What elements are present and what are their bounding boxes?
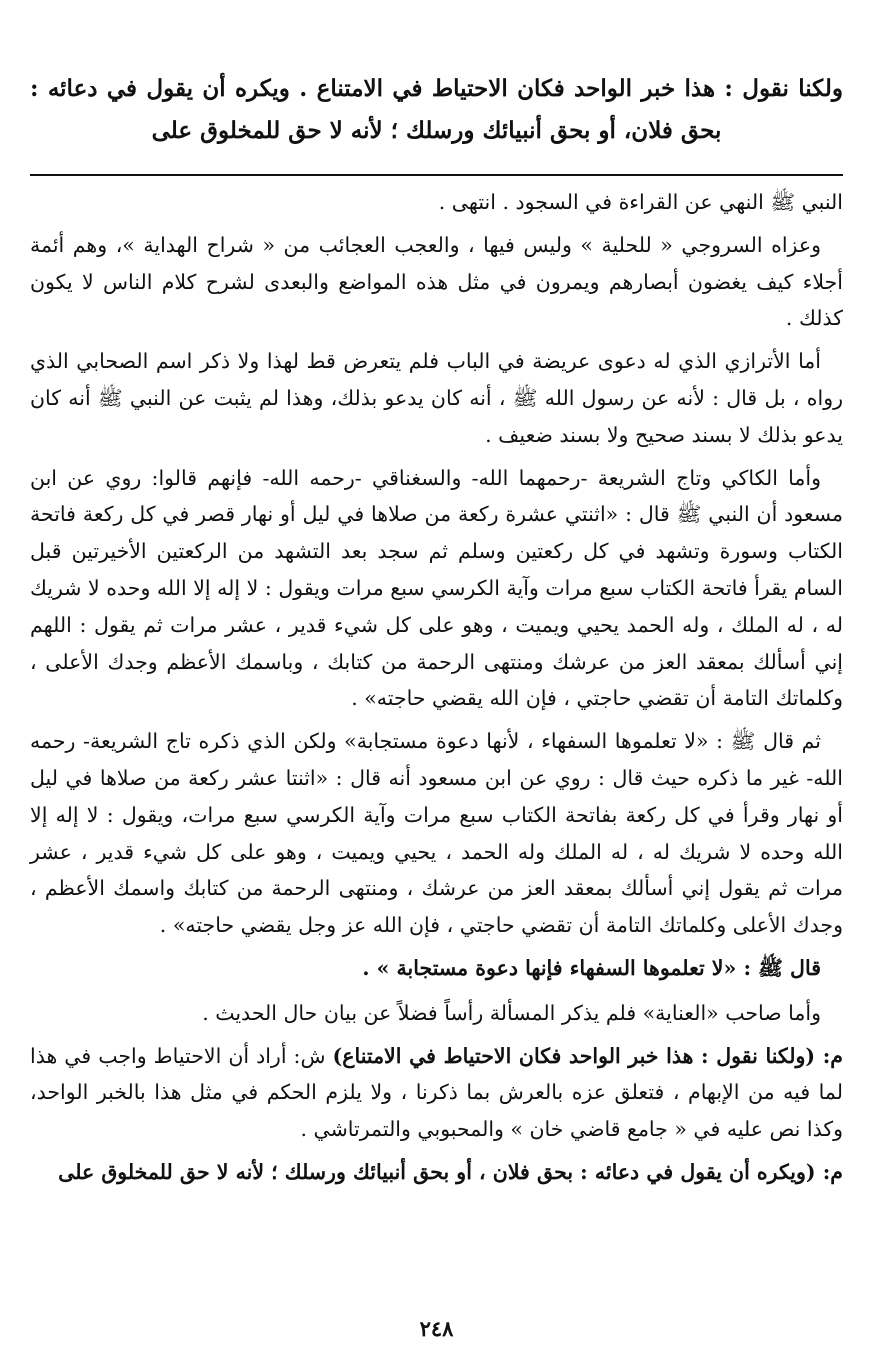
paragraph-8 xyxy=(30,1038,843,1148)
paragraph-7: وأما صاحب «العناية» فلم يذكر المسألة رأساً فضلاً عن بيان حال الحديث . xyxy=(202,1000,821,1025)
book-page xyxy=(30,0,843,1371)
paragraph-6: قال ﷺ : «لا تعلموها السفهاء فإنها دعوة مستجابة » . xyxy=(362,955,821,980)
paragraph-4: وأما الكاكي وتاج الشريعة -رحمهما الله- والسغناقي -رحمه الله- فإنهم قالوا: روي عن ابن مسعود أن النبي ﷺ قال : «اثنتي عشرة ركعة من صلاها في ليل أو نهار قصر في كل ركعة فاتحة الكتاب وسورة وتشهد في كل ركعتين وسلم ثم سجد بعد التشهد من الركعتين الأخيرتين قبل السام يقرأ فاتحة الكتاب سبع مرات وآية الكرسي سبع مرات ويقول : لا إله إلا الله وحده لا شريك له ، له الملك ، وله الحمد يحيي ويميت ، وهو على كل شيء قدير ، عشر مرات ثم يقول : اللهم إني أسألك بمعقد العز من عرشك ومنتهى الرحمة من كتابك ، وباسمك الأعظم وجدك الأعلى ، وكلماتك التامة أن تقضي حاجتي ، فإن الله يقضي حاجته» . xyxy=(30,465,843,711)
paragraph-9: م: (ويكره أن يقول في دعائه : بحق فلان ، أو بحق أنبيائك ورسلك ؛ لأنه لا حق للمخلوق على xyxy=(58,1159,843,1184)
paragraph-1: النبي ﷺ النهي عن القراءة في السجود . انتهى . xyxy=(438,190,843,214)
separator-rule xyxy=(30,174,843,176)
paragraph-5: ثم قال ﷺ : «لا تعلموها السفهاء ، لأنها دعوة مستجابة» ولكن الذي ذكره تاج الشريعة- رحمه الله- غير ما ذكره حيث قال : روي عن ابن مسعود أنه قال : «اثنتا عشر ركعة من صلاها في ليل أو نهار وقرأ في كل ركعة بفاتحة الكتاب سبع مرات وآية الكرسي سبع مرات، ويقول : لا إله إلا الله وحده لا شريك له ، له الملك وله الحمد ، يحيي ويميت ، وهو على كل شيء قدير ، عشر مرات ثم يقول إني أسألك بمعقد العز من عرشك ، ومنتهى الرحمة من كتابك واسمك الأعظم ، وجدك الأعلى وكلماتك التامة أن تقضي حاجتي ، فإن الله عز وجل يقضي حاجته» . xyxy=(30,729,844,938)
commentary-section xyxy=(30,184,843,1197)
paragraph-3: أما الأترازي الذي له دعوى عريضة في الباب فلم يتعرض قط لهذا ولا ذكر اسم الصحابي الذي رواه ، بل قال : لأنه عن رسول الله ﷺ ، أنه كان يدعو بذلك، وهذا لم يثبت عن النبي ﷺ أنه كان يدعو بذلك لا بسند صحيح ولا بسند ضعيف . xyxy=(30,349,843,447)
paragraph-2: وعزاه السروجي « للحلية » وليس فيها ، والعجب العجائب من « شراح الهداية »، وهم أئمة أجلاء كيف يغضون أبصارهم ويمرون في مثل هذه المواضع والبعدى لشرح كلام الناس لا يكون كذلك . xyxy=(30,232,843,331)
page-number: ٢٤٨ xyxy=(419,1316,454,1341)
matn-quote: م: (ولكنا نقول : هذا خبر الواحد فكان الاحتياط في الامتناع) xyxy=(332,1043,843,1068)
commentary-text: ش: أراد أن الاحتياط واجب في هذا لما فيه من الإبهام ، فتعلق عزه بالعرش بما ذكرنا ، ولا يلزم الحكم في مثل هذا بالخبر الواحد، وكذا نص عليه في « جامع قاضي خان » والمحبوبي والتمرتاشي . xyxy=(30,1043,843,1142)
matn-text: ولكنا نقول : هذا خبر الواحد فكان الاحتياط في الامتناع . ويكره أن يقول في دعائه : بحق فلان، أو بحق أنبيائك ورسلك ؛ لأنه لا حق للمخلوق على xyxy=(30,75,843,144)
